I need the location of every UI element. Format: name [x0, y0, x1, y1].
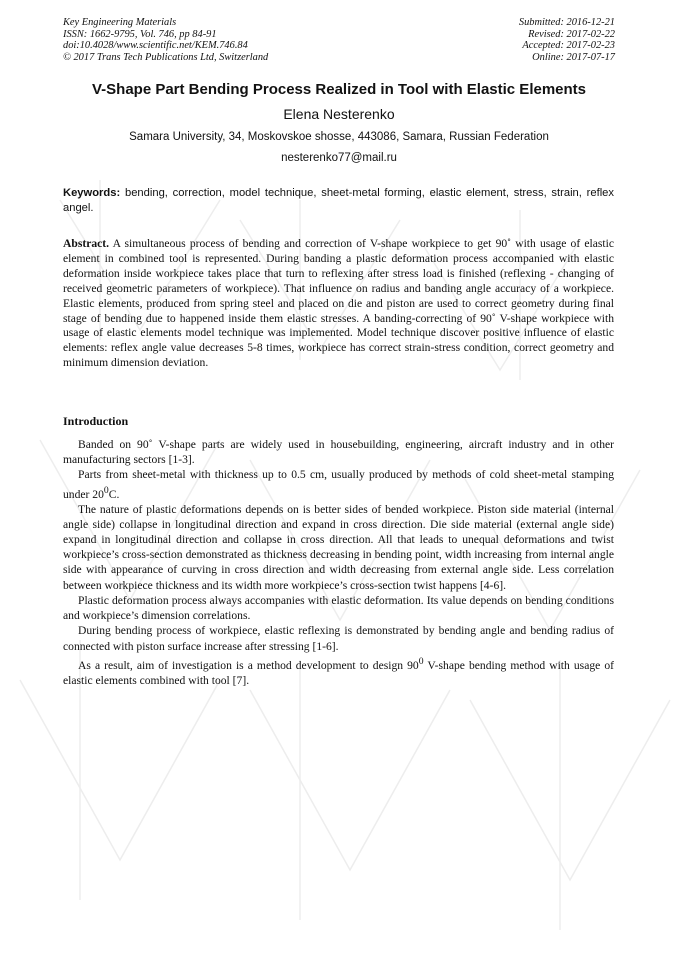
intro-paragraph-3: The nature of plastic deformations depends on is better sides of bended workpiece. Piston side material (internal angle side) collapse in longitudinal direction and expand in cross direction. Die side material (external angle side) expand in longitudinal direction and collapse in cross direction. All that leads to unequal deformations and twist workpiece’s cross-section demonstrated as thickness decreasing in bending point, width increasing from internal angle side with appearance of curving in cross direction and width decreasing from external angle side. Less correlation between workpiece thickness and its width more workpiece’s cross-section twist happens [4-6].: [63, 502, 614, 592]
intro-p2-superscript: 0: [103, 484, 109, 496]
online-date: Online: 2017-07-17: [532, 51, 615, 63]
journal-name: Key Engineering Materials: [63, 17, 177, 28]
author-name: Elena Nesterenko: [283, 106, 395, 122]
introduction-heading: Introduction: [63, 414, 129, 428]
intro-paragraph-1: Banded on 90˚ V-shape parts are widely used in housebuilding, engineering, aircraft industry and in other manufacturing sectors [1-3].: [63, 438, 614, 467]
copyright-line: © 2017 Trans Tech Publications Ltd, Switzerland: [63, 51, 269, 63]
introduction-body: [63, 437, 614, 688]
keywords-label: Keywords:: [63, 187, 121, 199]
intro-paragraph-4: Plastic deformation process always accompanies with elastic deformation. Its value depends on bending conditions and workpiece’s dimension correlations.: [63, 593, 614, 623]
intro-paragraph-2: [63, 467, 614, 501]
intro-p6-tail: V-shape bending method with usage of elastic elements combined with tool [7].: [63, 658, 614, 687]
author-affiliation: Samara University, 34, Moskovskoe shosse, 443086, Samara, Russian Federation: [129, 131, 549, 143]
keywords-text: bending, correction, model technique, sheet-metal forming, elastic element, stress, strain, reflex angel.: [63, 187, 615, 214]
intro-p2-text: Parts from sheet-metal with thickness up to 0.5 cm, usually produced by methods of cold sheet-metal stamping under 20: [63, 468, 614, 501]
journal-header-right: [519, 17, 615, 63]
intro-paragraph-5: During bending process of workpiece, elastic reflexing is demonstrated by bending angle and bending radius of connected with piston surface increase after stressing [1-6].: [63, 624, 614, 653]
keywords-block: [63, 186, 614, 215]
author-email[interactable]: nesterenko77@mail.ru: [281, 152, 397, 164]
revised-date: Revised: 2017-02-22: [528, 28, 615, 40]
paper-title: V-Shape Part Bending Process Realized in Tool with Elastic Elements: [91, 81, 587, 98]
accepted-date: Accepted: 2017-02-23: [522, 40, 615, 51]
intro-p2-unit: C.: [108, 487, 120, 501]
issn-line: ISSN: 1662-9795, Vol. 746, pp 84-91: [63, 28, 217, 40]
doi-line: doi:10.4028/www.scientific.net/KEM.746.84: [63, 40, 248, 51]
intro-p6-superscript: 0: [418, 655, 424, 667]
journal-header-left: [63, 17, 268, 63]
abstract-label: Abstract.: [63, 237, 110, 250]
abstract-block: [63, 237, 614, 371]
submitted-date: Submitted: 2016-12-21: [518, 17, 615, 28]
intro-p6-text: As a result, aim of investigation is a method development to design 90: [78, 658, 419, 672]
abstract-text: A simultaneous process of bending and correction of V-shape workpiece to get 90˚ with usage of elastic element in combined tool is represented. During banding a plastic deformation process accompanied with elastic deformation inside workpiece takes place that turn to reflexing after stress load is finished (reflexing - changing of received geometric parameters of workpiece). That influence on radius and banding angle accuracy of a workpiece. Elastic elements, produced from spring steel and placed on die and piston are used to correct geometry during final stage of bending due to happened inside them elastic stresses. A banding-correcting of 90˚ V-shape workpiece with usage of elastic elements model technique was implemented. Model technique discover positive influence of elastic elements: reflex angle value decreases 5-8 times, workpiece has correct strain-stress condition, correct geometry and minimum dimension deviation.: [63, 237, 615, 370]
intro-paragraph-6: [63, 654, 614, 688]
